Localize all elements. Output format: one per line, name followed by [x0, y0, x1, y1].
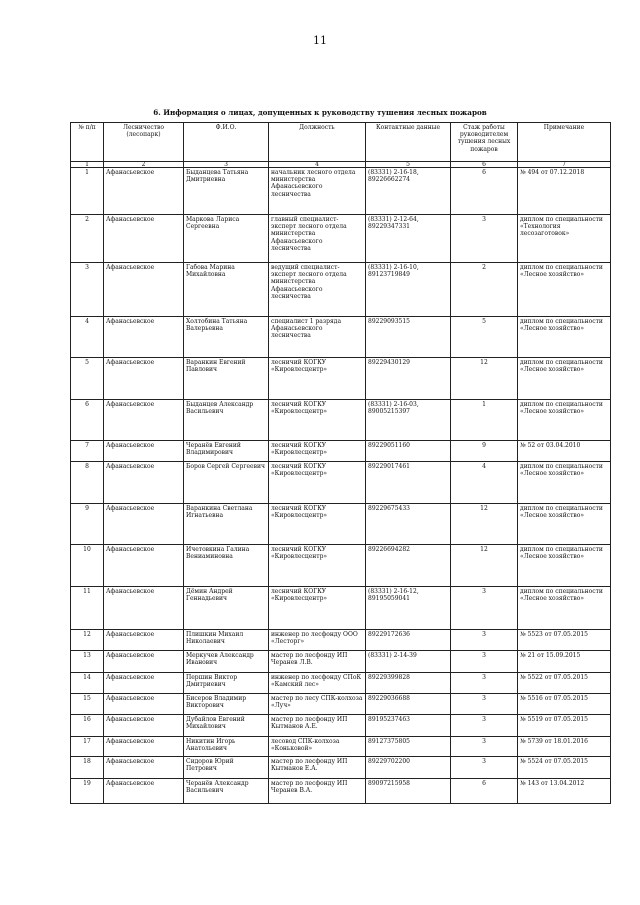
contacts-cell: 89229017461 — [366, 462, 451, 504]
note-cell: № 5519 от 07.05.2015 — [518, 715, 611, 737]
forestry-cell: Афанасьевское — [104, 587, 184, 630]
experience-cell: 4 — [451, 462, 518, 504]
column-number: 6 — [451, 162, 518, 168]
contacts-cell: (83331) 2-16-10, 89123719849 — [366, 263, 451, 317]
note-cell: № 5523 от 07.05.2015 — [518, 630, 611, 651]
position-cell: лесничий КОГКУ «Кировлесцентр» — [269, 587, 366, 630]
fio-cell: Варанкина Светлана Игнатьевна — [184, 504, 269, 545]
forestry-cell: Афанасьевское — [104, 263, 184, 317]
column-number: 3 — [184, 162, 269, 168]
contacts-cell: 89229093515 — [366, 317, 451, 358]
contacts-cell: 89127375805 — [366, 737, 451, 757]
contacts-cell: 89229675433 — [366, 504, 451, 545]
contacts-cell: (83331) 2-14-39 — [366, 651, 451, 673]
personnel-table — [70, 122, 611, 804]
position-cell: лесничий КОГКУ «Кировлесцентр» — [269, 400, 366, 441]
note-cell: № 5524 от 07.05.2015 — [518, 757, 611, 779]
experience-cell: 12 — [451, 545, 518, 587]
table-row — [71, 587, 611, 630]
forestry-cell: Афанасьевское — [104, 757, 184, 779]
table-row — [71, 462, 611, 504]
experience-cell: 6 — [451, 779, 518, 804]
contacts-cell: (83331) 2-16-18, 89226662274 — [366, 168, 451, 215]
position-cell: мастер по лесфонду ИП Кытманов Е.А. — [269, 757, 366, 779]
note-cell: № 5739 от 18.01.2016 — [518, 737, 611, 757]
experience-cell: 3 — [451, 737, 518, 757]
fio-cell: Сидоров Юрий Петрович — [184, 757, 269, 779]
contacts-cell: (83331) 2-12-64, 89229347331 — [366, 215, 451, 263]
note-cell: диплом по специальности «Лесное хозяйство» — [518, 545, 611, 587]
fio-cell: Першин Виктор Дмитриевич — [184, 673, 269, 694]
contacts-cell: 89229051160 — [366, 441, 451, 462]
note-cell: № 21 от 15.09.2015 — [518, 651, 611, 673]
position-cell: лесничий КОГКУ «Кировлесцентр» — [269, 504, 366, 545]
row-number: 5 — [71, 358, 104, 400]
row-number: 9 — [71, 504, 104, 545]
experience-cell: 9 — [451, 441, 518, 462]
contacts-cell: (83331) 2-16-03, 89005215397 — [366, 400, 451, 441]
table-body — [71, 168, 611, 804]
note-cell: диплом по специальности «Лесное хозяйство» — [518, 587, 611, 630]
forestry-cell: Афанасьевское — [104, 545, 184, 587]
forestry-cell: Афанасьевское — [104, 462, 184, 504]
experience-cell: 3 — [451, 651, 518, 673]
page-number: 11 — [313, 34, 327, 47]
row-number: 6 — [71, 400, 104, 441]
row-number: 10 — [71, 545, 104, 587]
experience-cell: 3 — [451, 630, 518, 651]
experience-cell: 3 — [451, 215, 518, 263]
contacts-cell: 89229036688 — [366, 694, 451, 715]
position-cell: инженер по лесфонду ООО «Лесторг» — [269, 630, 366, 651]
position-cell: лесничий КОГКУ «Кировлесцентр» — [269, 462, 366, 504]
table-row — [71, 400, 611, 441]
table-row — [71, 317, 611, 358]
contacts-cell: 89226694282 — [366, 545, 451, 587]
contacts-cell: 89229430129 — [366, 358, 451, 400]
experience-cell: 3 — [451, 587, 518, 630]
contacts-cell: 89097215958 — [366, 779, 451, 804]
fio-cell: Холтобина Татьяна Валерьевна — [184, 317, 269, 358]
forestry-cell: Афанасьевское — [104, 317, 184, 358]
fio-cell: Никитин Игорь Анатольевич — [184, 737, 269, 757]
fio-cell: Бисеров Владимир Викторович — [184, 694, 269, 715]
table-row — [71, 263, 611, 317]
row-number: 2 — [71, 215, 104, 263]
note-cell: диплом по специальности «Лесное хозяйство» — [518, 504, 611, 545]
row-number: 8 — [71, 462, 104, 504]
col-header-forestry: Лесничество (лесопарк) — [104, 123, 184, 162]
forestry-cell: Афанасьевское — [104, 694, 184, 715]
row-number: 15 — [71, 694, 104, 715]
forestry-cell: Афанасьевское — [104, 168, 184, 215]
forestry-cell: Афанасьевское — [104, 737, 184, 757]
table-row — [71, 737, 611, 757]
column-number: 4 — [269, 162, 366, 168]
note-cell: № 143 от 13.04.2012 — [518, 779, 611, 804]
table-row — [71, 545, 611, 587]
position-cell: лесовод СПК-колхоза «Коньковой» — [269, 737, 366, 757]
experience-cell: 12 — [451, 358, 518, 400]
table-row — [71, 358, 611, 400]
row-number: 12 — [71, 630, 104, 651]
table-row — [71, 715, 611, 737]
row-number: 14 — [71, 673, 104, 694]
table-row — [71, 651, 611, 673]
fio-cell: Черанёв Александр Васильевич — [184, 779, 269, 804]
experience-cell: 1 — [451, 400, 518, 441]
row-number: 4 — [71, 317, 104, 358]
note-cell: № 5516 от 07.05.2015 — [518, 694, 611, 715]
header-row — [71, 123, 611, 162]
position-cell: лесничий КОГКУ «Кировлесцентр» — [269, 358, 366, 400]
fio-cell: Варанкин Евгений Павлович — [184, 358, 269, 400]
experience-cell: 3 — [451, 673, 518, 694]
forestry-cell: Афанасьевское — [104, 673, 184, 694]
row-number: 19 — [71, 779, 104, 804]
table-row — [71, 757, 611, 779]
position-cell: мастер по лесфонду ИП Черанев Л.В. — [269, 651, 366, 673]
table-row — [71, 215, 611, 263]
table-row — [71, 673, 611, 694]
table-heading: 6. Информация о лицах, допущенных к руководству тушения лесных пожаров — [153, 108, 487, 117]
fio-cell: Габова Марина Михайловна — [184, 263, 269, 317]
contacts-cell: (83331) 2-16-12, 89195059041 — [366, 587, 451, 630]
position-cell: специалист 1 разряда Афанасьевского лесничества — [269, 317, 366, 358]
forestry-cell: Афанасьевское — [104, 630, 184, 651]
note-cell: № 494 от 07.12.2018 — [518, 168, 611, 215]
row-number: 3 — [71, 263, 104, 317]
forestry-cell: Афанасьевское — [104, 779, 184, 804]
col-header-fio: Ф.И.О. — [184, 123, 269, 162]
note-cell: диплом по специальности «Лесное хозяйство» — [518, 317, 611, 358]
fio-cell: Плишкин Михаил Николаевич — [184, 630, 269, 651]
table-row — [71, 504, 611, 545]
position-cell: мастер по лесу СПК-колхоза «Луч» — [269, 694, 366, 715]
experience-cell: 3 — [451, 715, 518, 737]
fio-cell: Дубайлов Евгений Михайлович — [184, 715, 269, 737]
row-number: 13 — [71, 651, 104, 673]
row-number: 17 — [71, 737, 104, 757]
note-cell: № 52 от 03.04.2010 — [518, 441, 611, 462]
note-cell: диплом по специальности «Лесное хозяйство» — [518, 400, 611, 441]
contacts-cell: 89195237463 — [366, 715, 451, 737]
col-header-number: № п/п — [71, 123, 104, 162]
row-number: 18 — [71, 757, 104, 779]
table-row — [71, 630, 611, 651]
position-cell: мастер по лесфонду ИП Кытманов А.Е. — [269, 715, 366, 737]
experience-cell: 3 — [451, 694, 518, 715]
fio-cell: Быданцева Татьяна Дмитриевна — [184, 168, 269, 215]
contacts-cell: 89229399828 — [366, 673, 451, 694]
position-cell: мастер по лесфонду ИП Черанев В.А. — [269, 779, 366, 804]
forestry-cell: Афанасьевское — [104, 441, 184, 462]
note-cell: диплом по специальности «Лесное хозяйство» — [518, 263, 611, 317]
fio-cell: Черанёв Евгений Владимирович — [184, 441, 269, 462]
position-cell: лесничий КОГКУ «Кировлесцентр» — [269, 545, 366, 587]
contacts-cell: 89229172636 — [366, 630, 451, 651]
column-number: 5 — [366, 162, 451, 168]
column-number: 1 — [71, 162, 104, 168]
position-cell: главный специалист-эксперт лесного отдела министерства Афанасьевского лесничества — [269, 215, 366, 263]
fio-cell: Дёмин Андрей Геннадьевич — [184, 587, 269, 630]
row-number: 1 — [71, 168, 104, 215]
col-header-contacts: Контактные данные — [366, 123, 451, 162]
forestry-cell: Афанасьевское — [104, 400, 184, 441]
fio-cell: Маркова Лариса Сергеевна — [184, 215, 269, 263]
experience-cell: 12 — [451, 504, 518, 545]
forestry-cell: Афанасьевское — [104, 504, 184, 545]
col-header-note: Примечание — [518, 123, 611, 162]
column-number: 7 — [518, 162, 611, 168]
fio-cell: Меркучев Александр Иванович — [184, 651, 269, 673]
fio-cell: Ичетовкина Галина Вениаминовна — [184, 545, 269, 587]
forestry-cell: Афанасьевское — [104, 358, 184, 400]
note-cell: диплом по специальности «Технология лесозаготовок» — [518, 215, 611, 263]
position-cell: начальник лесного отдела министерства Афанасьевского лесничества — [269, 168, 366, 215]
forestry-cell: Афанасьевское — [104, 215, 184, 263]
experience-cell: 2 — [451, 263, 518, 317]
table-row — [71, 168, 611, 215]
position-cell: инженер по лесфонду СПоК «Камский лес» — [269, 673, 366, 694]
note-cell: № 5522 от 07.05.2015 — [518, 673, 611, 694]
col-header-position: Должность — [269, 123, 366, 162]
note-cell: диплом по специальности «Лесное хозяйство» — [518, 462, 611, 504]
contacts-cell: 89229702200 — [366, 757, 451, 779]
table-row — [71, 779, 611, 804]
table-row — [71, 694, 611, 715]
column-number: 2 — [104, 162, 184, 168]
note-cell: диплом по специальности «Лесное хозяйство» — [518, 358, 611, 400]
fio-cell: Быданцев Александр Васильевич — [184, 400, 269, 441]
forestry-cell: Афанасьевское — [104, 715, 184, 737]
experience-cell: 3 — [451, 757, 518, 779]
position-cell: ведущий специалист-эксперт лесного отдела министерства Афанасьевского лесничества — [269, 263, 366, 317]
position-cell: лесничий КОГКУ «Кировлесцентр» — [269, 441, 366, 462]
experience-cell: 6 — [451, 168, 518, 215]
table-row — [71, 441, 611, 462]
fio-cell: Боров Сергей Сергеевич — [184, 462, 269, 504]
forestry-cell: Афанасьевское — [104, 651, 184, 673]
row-number: 7 — [71, 441, 104, 462]
row-number: 11 — [71, 587, 104, 630]
experience-cell: 5 — [451, 317, 518, 358]
col-header-experience: Стаж работы руководителем тушения лесных пожаров — [451, 123, 518, 162]
row-number: 16 — [71, 715, 104, 737]
